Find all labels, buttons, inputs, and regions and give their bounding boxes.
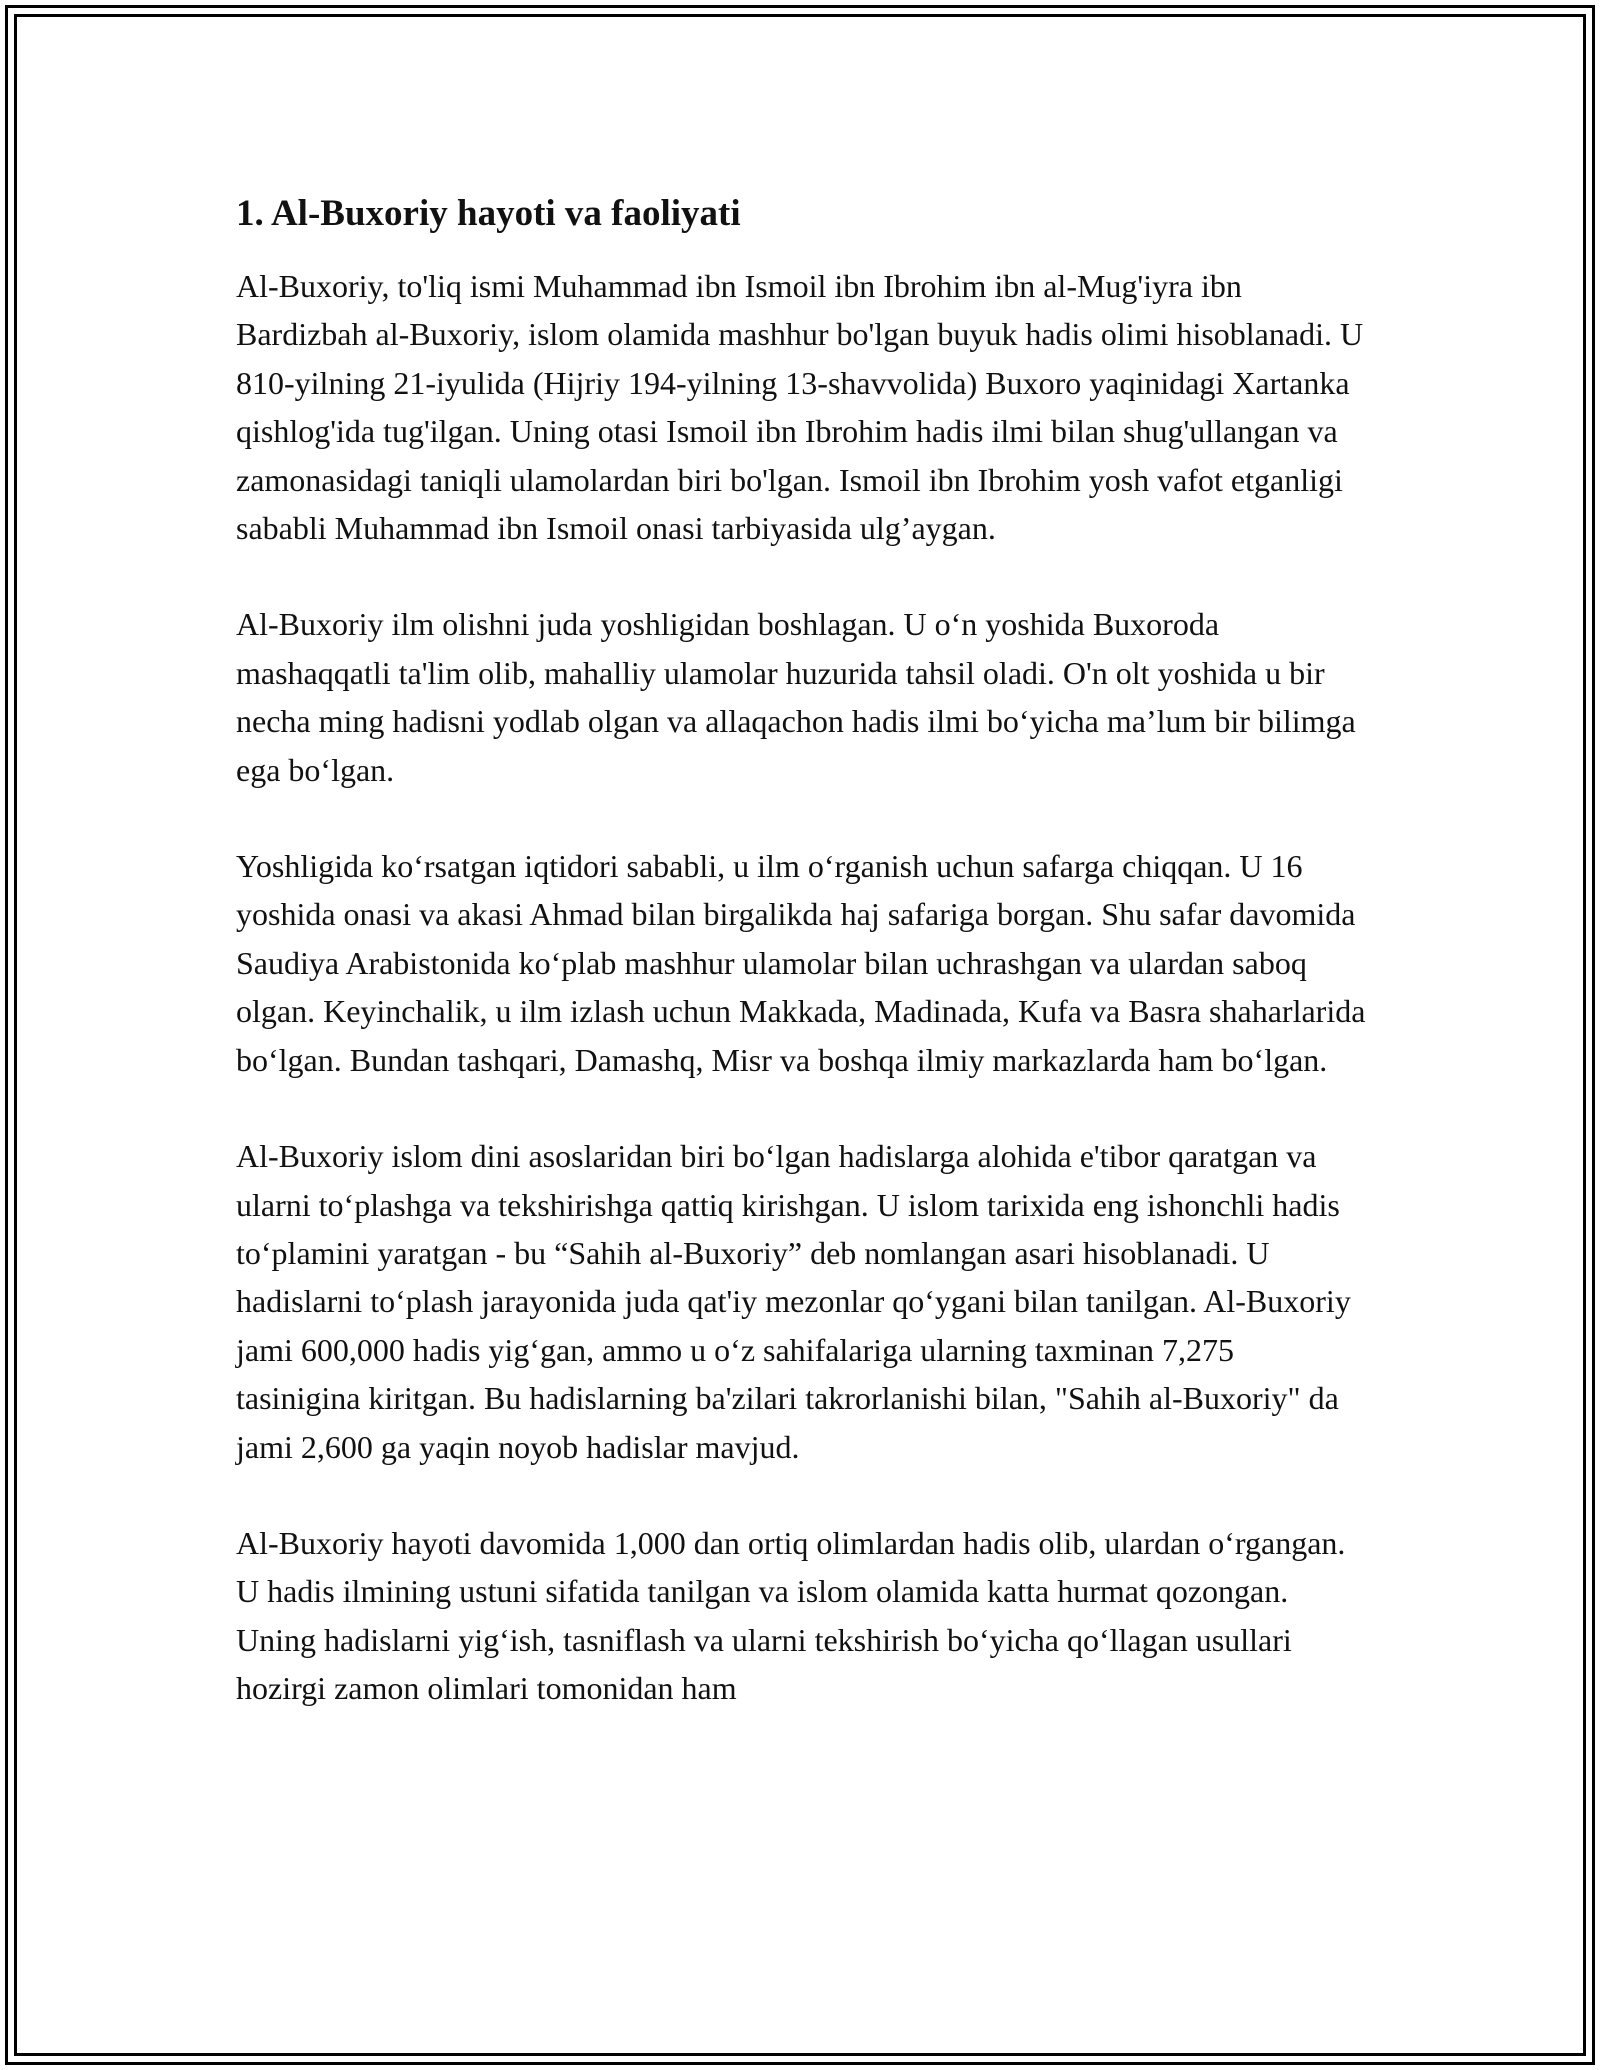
paragraph-travels: Yoshligida ko‘rsatgan iqtidori sababli, u ilm o‘rganish uchun safarga chiqqan. U 16 yoshida onasi va akasi Ahmad bilan birgalikda haj safariga borgan. Shu safar davomida Saudiya Arabistonida ko‘plab mashhur ulamolar bilan uchrashgan va ulardan saboq olgan. Keyinchalik, u ilm izlash uchun Makkada, Madinada, Kufa va Basra shaharlarida bo‘lgan. Bundan tashqari, Damashq, Misr va boshqa ilmiy markazlarda ham bo‘lgan. <box>236 848 1366 1078</box>
paragraph-early-education: Al-Buxoriy ilm olishni juda yoshligidan boshlagan. U o‘n yoshida Buxoroda mashaqqatli ta'lim olib, mahalliy ulamolar huzurida tahsil oladi. O'n olt yoshida u bir necha ming hadisni yodlab olgan va allaqachon hadis ilmi bo‘yicha ma’lum bir bilimga ega bo‘lgan. <box>236 606 1356 788</box>
section-heading: 1. Al-Buxoriy hayoti va faoliyati <box>236 193 741 234</box>
document-body <box>236 186 1366 1713</box>
paragraph-biography: Al-Buxoriy, to'liq ismi Muhammad ibn Ismoil ibn Ibrohim ibn al-Mug'iyra ibn Bardizbah al-Buxoriy, islom olamida mashhur bo'lgan buyuk hadis olimi hisoblanadi. U 810-yilning 21-iyulida (Hijriy 194-yilning 13-shavvolida) Buxoro yaqinidagi Xartanka qishlog'ida tug'ilgan. Uning otasi Ismoil ibn Ibrohim hadis ilmi bilan shug'ullangan va zamonasidagi taniqli ulamolardan biri bo'lgan. Ismoil ibn Ibrohim yosh vafot etganligi sababli Muhammad ibn Ismoil onasi tarbiyasida ulg’aygan. <box>236 268 1364 547</box>
paragraph-sahih-collection: Al-Buxoriy islom dini asoslaridan biri bo‘lgan hadislarga alohida e'tibor qaratgan va ularni to‘plashga va tekshirishga qattiq kirishgan. U islom tarixida eng ishonchli hadis to‘plamini yaratgan - bu “Sahih al-Buxoriy” deb nomlangan asari hisoblanadi. U hadislarni to‘plash jarayonida juda qat'iy mezonlar qo‘ygani bilan tanilgan. Al-Buxoriy jami 600,000 hadis yig‘gan, ammo u o‘z sahifalariga ularning taxminan 7,275 tasinigina kiritgan. Bu hadislarning ba'zilari takrorlanishi bilan, "Sahih al-Buxoriy" da jami 2,600 ga yaqin noyob hadislar mavjud. <box>236 1138 1351 1465</box>
paragraph-legacy: Al-Buxoriy hayoti davomida 1,000 dan ortiq olimlardan hadis olib, ulardan o‘rgangan. U hadis ilmining ustuni sifatida tanilgan va islom olamida katta hurmat qozongan. Uning hadislarni yig‘ish, tasniflash va ularni tekshirish bo‘yicha qo‘llagan usullari hozirgi zamon olimlari tomonidan ham <box>236 1524 1346 1707</box>
